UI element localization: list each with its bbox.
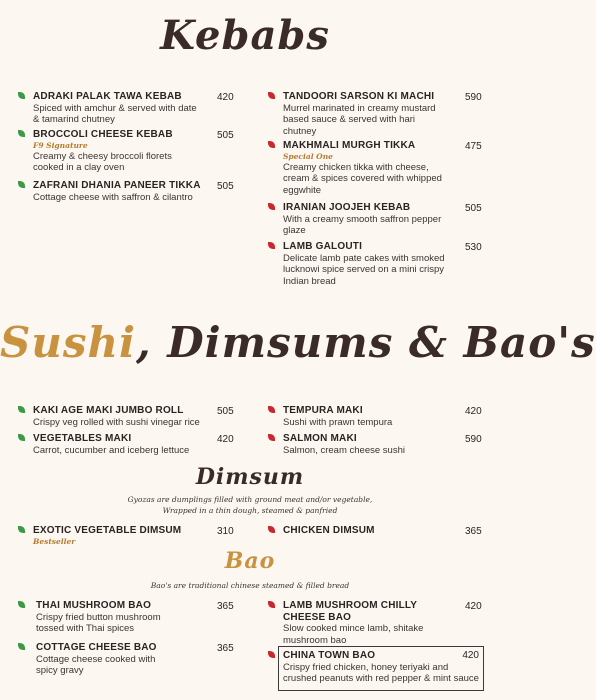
menu-item xyxy=(283,140,453,196)
item-name: EXOTIC VEGETABLE DIMSUM xyxy=(33,525,182,536)
item-description: Crispy fried button mushroom tossed with Thai spices xyxy=(36,611,161,634)
veg-leaf-icon xyxy=(18,434,25,441)
item-name: BROCCOLI CHEESE KEBAB xyxy=(33,129,173,140)
item-name: TANDOORI SARSON KI MACHI xyxy=(283,91,435,102)
nonveg-leaf-icon xyxy=(268,203,275,210)
veg-leaf-icon xyxy=(18,643,25,650)
menu-item xyxy=(33,433,213,456)
item-tag: F9 Signature xyxy=(33,140,88,150)
item-name: IRANIAN JOOJEH KEBAB xyxy=(283,202,411,213)
item-description: Crispy fried chicken, honey teriyaki and crushed peanuts with red pepper & mint sauce xyxy=(283,661,479,684)
nonveg-leaf-icon xyxy=(268,601,275,608)
item-name: MAKHMALI MURGH TIKKA xyxy=(283,140,416,151)
item-description: Crispy veg rolled with sushi vinegar rice xyxy=(33,416,200,428)
item-name: CHICKEN DIMSUM xyxy=(283,525,375,536)
item-name: KAKI AGE MAKI JUMBO ROLL xyxy=(33,405,184,416)
menu-item xyxy=(33,525,213,547)
item-description: Sushi with prawn tempura xyxy=(283,416,393,428)
item-description: Cottage cheese cooked with spicy gravy xyxy=(36,653,156,676)
item-price: 530 xyxy=(465,242,482,253)
menu-item xyxy=(33,129,203,174)
item-name: CHINA TOWN BAO xyxy=(283,650,376,661)
veg-leaf-icon xyxy=(18,406,25,413)
menu-item xyxy=(283,241,455,287)
nonveg-leaf-icon xyxy=(268,92,275,99)
item-price: 420 xyxy=(217,434,234,445)
menu-item xyxy=(283,91,443,137)
dimsum-note-line1: Gyozas are dumplings filled with ground meat and/or vegetable, xyxy=(127,495,373,504)
dimsums-baos-heading-words: , Dimsums & Bao's xyxy=(136,318,596,367)
item-description: Creamy chicken tikka with cheese, cream & spices covered with whipped eggwhite xyxy=(283,161,442,196)
item-price: 590 xyxy=(465,92,482,103)
item-description: Cottage cheese with saffron & cilantro xyxy=(33,191,193,203)
veg-leaf-icon xyxy=(18,181,25,188)
item-description: Murrel marinated in creamy mustard based sauce & served with hari chutney xyxy=(283,102,436,137)
menu-item xyxy=(283,433,453,456)
item-price: 420 xyxy=(465,601,482,612)
item-name: TEMPURA MAKI xyxy=(283,405,363,416)
item-price: 505 xyxy=(465,203,482,214)
menu-item xyxy=(283,525,453,537)
nonveg-leaf-icon xyxy=(268,434,275,441)
menu-item xyxy=(36,600,176,635)
item-description: Carrot, cucumber and iceberg lettuce xyxy=(33,444,190,456)
item-description: Salmon, cream cheese sushi xyxy=(283,444,405,456)
veg-leaf-icon xyxy=(18,601,25,608)
menu-item xyxy=(36,642,166,677)
nonveg-leaf-icon xyxy=(268,406,275,413)
veg-leaf-icon xyxy=(18,92,25,99)
item-price: 505 xyxy=(217,406,234,417)
menu-item xyxy=(283,600,433,646)
item-name: SALMON MAKI xyxy=(283,433,357,444)
item-description: Slow cooked mince lamb, shitake mushroom bao xyxy=(283,623,424,646)
nonveg-leaf-icon xyxy=(268,526,275,533)
item-price: 365 xyxy=(217,643,234,654)
veg-leaf-icon xyxy=(18,130,25,137)
item-name: VEGETABLES MAKI xyxy=(33,433,132,444)
item-tag: Special One xyxy=(283,151,333,161)
item-name: THAI MUSHROOM BAO xyxy=(36,600,152,611)
nonveg-leaf-icon xyxy=(268,141,275,148)
bao-note: Bao's are traditional chinese steamed & filled bread xyxy=(150,581,350,590)
item-name: COTTAGE CHEESE BAO xyxy=(36,642,157,653)
nonveg-leaf-icon xyxy=(268,242,275,249)
item-name: ADRAKI PALAK TAWA KEBAB xyxy=(33,91,182,102)
item-price: 505 xyxy=(217,130,234,141)
item-price: 365 xyxy=(465,526,482,537)
dimsum-note-line2: Wrapped in a thin dough, steamed & panfried xyxy=(162,506,338,515)
sushi-heading-word: Sushi xyxy=(0,318,137,367)
item-price: 505 xyxy=(217,181,234,192)
nonveg-leaf-icon xyxy=(268,651,275,658)
item-description: Delicate lamb pate cakes with smoked lucknowi spice served on a mini crispy Indian bread xyxy=(283,252,445,287)
menu-item xyxy=(33,180,201,203)
sushi-dimsums-baos-heading xyxy=(0,312,596,374)
item-price: 310 xyxy=(217,526,234,537)
item-description: With a creamy smooth saffron pepper glaze xyxy=(283,213,442,236)
item-name: LAMB GALOUTI xyxy=(283,241,363,252)
item-description: Spiced with amchur & served with date & tamarind chutney xyxy=(33,102,197,125)
item-price: 365 xyxy=(217,601,234,612)
dimsum-heading: Dimsum xyxy=(195,464,305,490)
item-price: 420 xyxy=(462,650,479,661)
menu-item-highlighted xyxy=(278,646,484,691)
veg-leaf-icon xyxy=(18,526,25,533)
menu-item xyxy=(33,91,203,126)
menu-item xyxy=(283,405,453,428)
item-name: ZAFRANI DHANIA PANEER TIKKA xyxy=(33,180,201,191)
bao-heading: Bao xyxy=(224,548,276,574)
item-name: LAMB MUSHROOM CHILLY CHEESE BAO xyxy=(283,600,417,623)
item-price: 475 xyxy=(465,141,482,152)
item-description: Creamy & cheesy broccoli florets cooked in a clay oven xyxy=(33,150,172,173)
item-price: 590 xyxy=(465,434,482,445)
item-price: 420 xyxy=(217,92,234,103)
item-price: 420 xyxy=(465,406,482,417)
menu-item xyxy=(283,202,443,237)
kebabs-heading: Kebabs xyxy=(160,12,330,59)
menu-item xyxy=(33,405,218,428)
item-tag: Bestseller xyxy=(33,536,76,546)
